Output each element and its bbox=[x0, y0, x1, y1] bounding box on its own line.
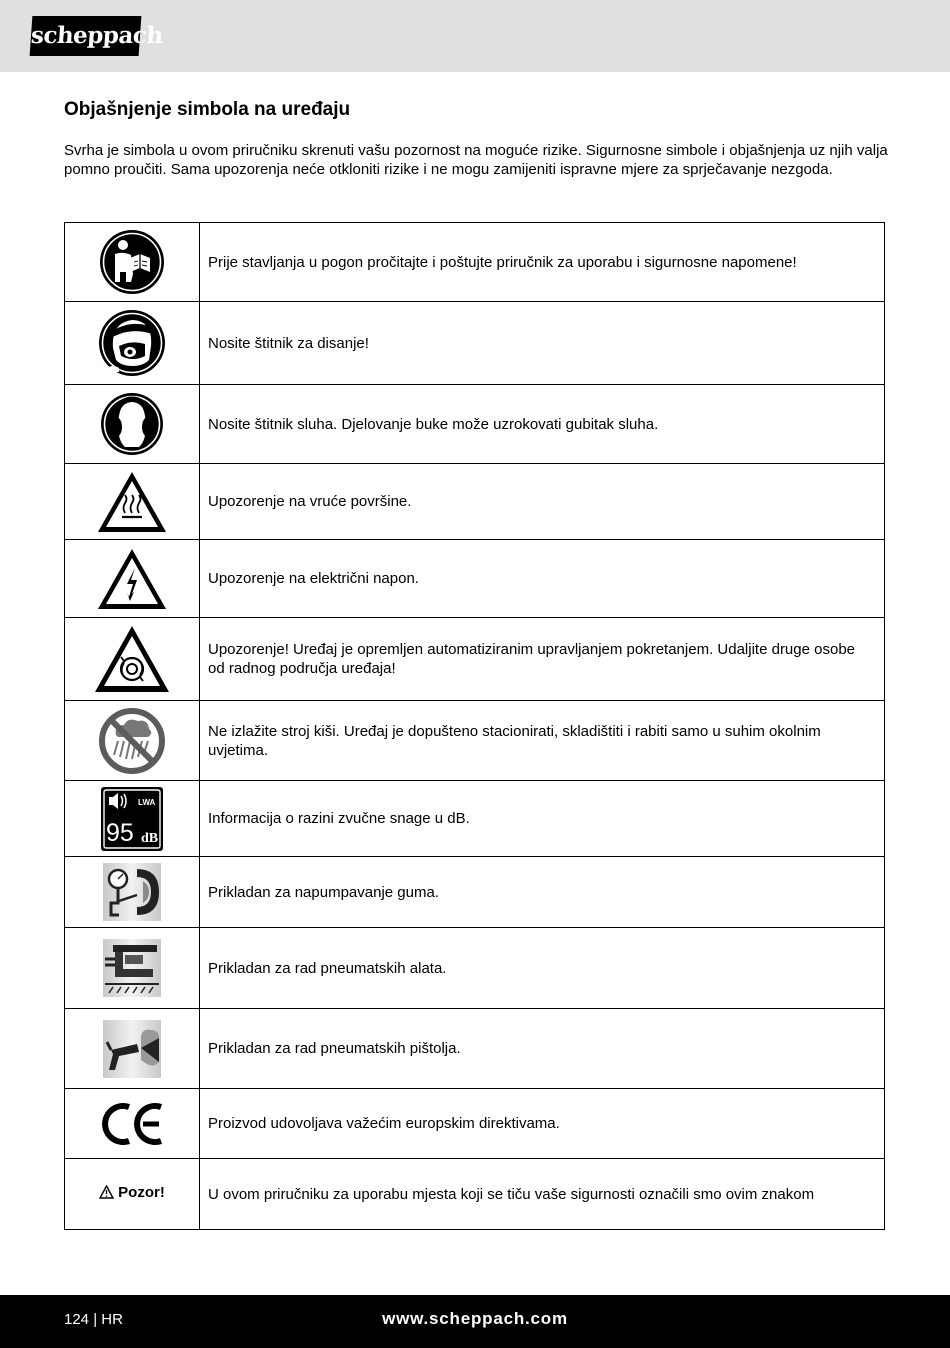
read-manual-icon bbox=[98, 228, 166, 296]
symbol-description: Nosite štitnik za disanje! bbox=[200, 302, 885, 385]
hot-surface-warning-icon bbox=[96, 469, 168, 535]
symbol-description: Informacija o razini zvučne snage u dB. bbox=[200, 781, 885, 857]
spray-gun-icon bbox=[103, 1020, 161, 1078]
header-bar bbox=[0, 0, 950, 72]
website-link[interactable]: www.scheppach.com bbox=[382, 1309, 568, 1328]
pozor-label bbox=[99, 1184, 165, 1201]
tyre-inflation-icon bbox=[103, 863, 161, 921]
sound-unit: dB bbox=[141, 830, 159, 846]
table-row bbox=[65, 781, 885, 857]
lwa-label: LWA bbox=[138, 797, 156, 807]
symbol-description: Prije stavljanja u pogon pročitajte i poštujte priručnik za uporabu i sigurnosne napomene! bbox=[200, 223, 885, 302]
footer-bar bbox=[0, 1295, 950, 1348]
table-row bbox=[65, 701, 885, 781]
automatic-start-warning-icon bbox=[93, 623, 171, 695]
page-separator: | bbox=[93, 1311, 102, 1328]
page-number-value: 124 bbox=[64, 1311, 90, 1328]
symbol-description: U ovom priručniku za uporabu mjesta koji se tiču vaše sigurnosti označili smo ovim znakom bbox=[200, 1159, 885, 1230]
table-row bbox=[65, 857, 885, 928]
symbol-description: Upozorenje na električni napon. bbox=[200, 540, 885, 618]
table-row bbox=[65, 302, 885, 385]
electric-voltage-warning-icon bbox=[96, 546, 168, 612]
intro-paragraph: Svrha je simbola u ovom priručniku skrenuti vašu pozornost na moguće rizike. Sigurnosne simbole i objašnjenja uz njih valja pomno proučiti. Sama upozorenja neće otkloniti rizike i ne mogu zamijeniti ispravne mjere za sprječavanje nezgoda. bbox=[64, 142, 888, 178]
pozor-text: Pozor! bbox=[118, 1183, 165, 1201]
sound-power-level-icon bbox=[100, 786, 164, 852]
table-row bbox=[65, 618, 885, 701]
table-row bbox=[65, 928, 885, 1009]
symbol-description: Upozorenje! Uređaj je opremljen automatiziranim upravljanjem pokretanjem. Udaljite druge osobe od radnog područja uređaja! bbox=[200, 618, 885, 701]
symbol-description: Prikladan za rad pneumatskih alata. bbox=[200, 928, 885, 1009]
symbol-description: Ne izlažite stroj kiši. Uređaj je dopušteno stacionirati, skladištiti i rabiti samo u suhim okolnim uvjetima. bbox=[200, 701, 885, 781]
pneumatic-tool-icon bbox=[103, 939, 161, 997]
symbol-description: Proizvod udovoljava važećim europskim direktivama. bbox=[200, 1089, 885, 1159]
symbol-description: Prikladan za napumpavanje guma. bbox=[200, 857, 885, 928]
no-rain-icon bbox=[98, 707, 166, 775]
ce-mark-icon bbox=[99, 1101, 165, 1147]
ear-protection-icon bbox=[99, 391, 165, 457]
table-row bbox=[65, 1009, 885, 1089]
table-row bbox=[65, 464, 885, 540]
symbol-description: Upozorenje na vruće površine. bbox=[200, 464, 885, 540]
symbol-description: Prikladan za rad pneumatskih pištolja. bbox=[200, 1009, 885, 1089]
symbols-table bbox=[64, 222, 885, 1230]
table-row bbox=[65, 540, 885, 618]
language-code: HR bbox=[101, 1311, 123, 1328]
table-row bbox=[65, 223, 885, 302]
table-row bbox=[65, 385, 885, 464]
symbol-description: Nosite štitnik sluha. Djelovanje buke može uzrokovati gubitak sluha. bbox=[200, 385, 885, 464]
scheppach-logo: scheppach bbox=[30, 16, 142, 56]
table-row bbox=[65, 1089, 885, 1159]
page-title: Objašnjenje simbola na uređaju bbox=[64, 99, 351, 120]
table-row bbox=[65, 1159, 885, 1230]
respirator-mask-icon bbox=[97, 308, 167, 378]
sound-value: 95 bbox=[106, 818, 134, 847]
warning-triangle-icon bbox=[99, 1185, 114, 1199]
